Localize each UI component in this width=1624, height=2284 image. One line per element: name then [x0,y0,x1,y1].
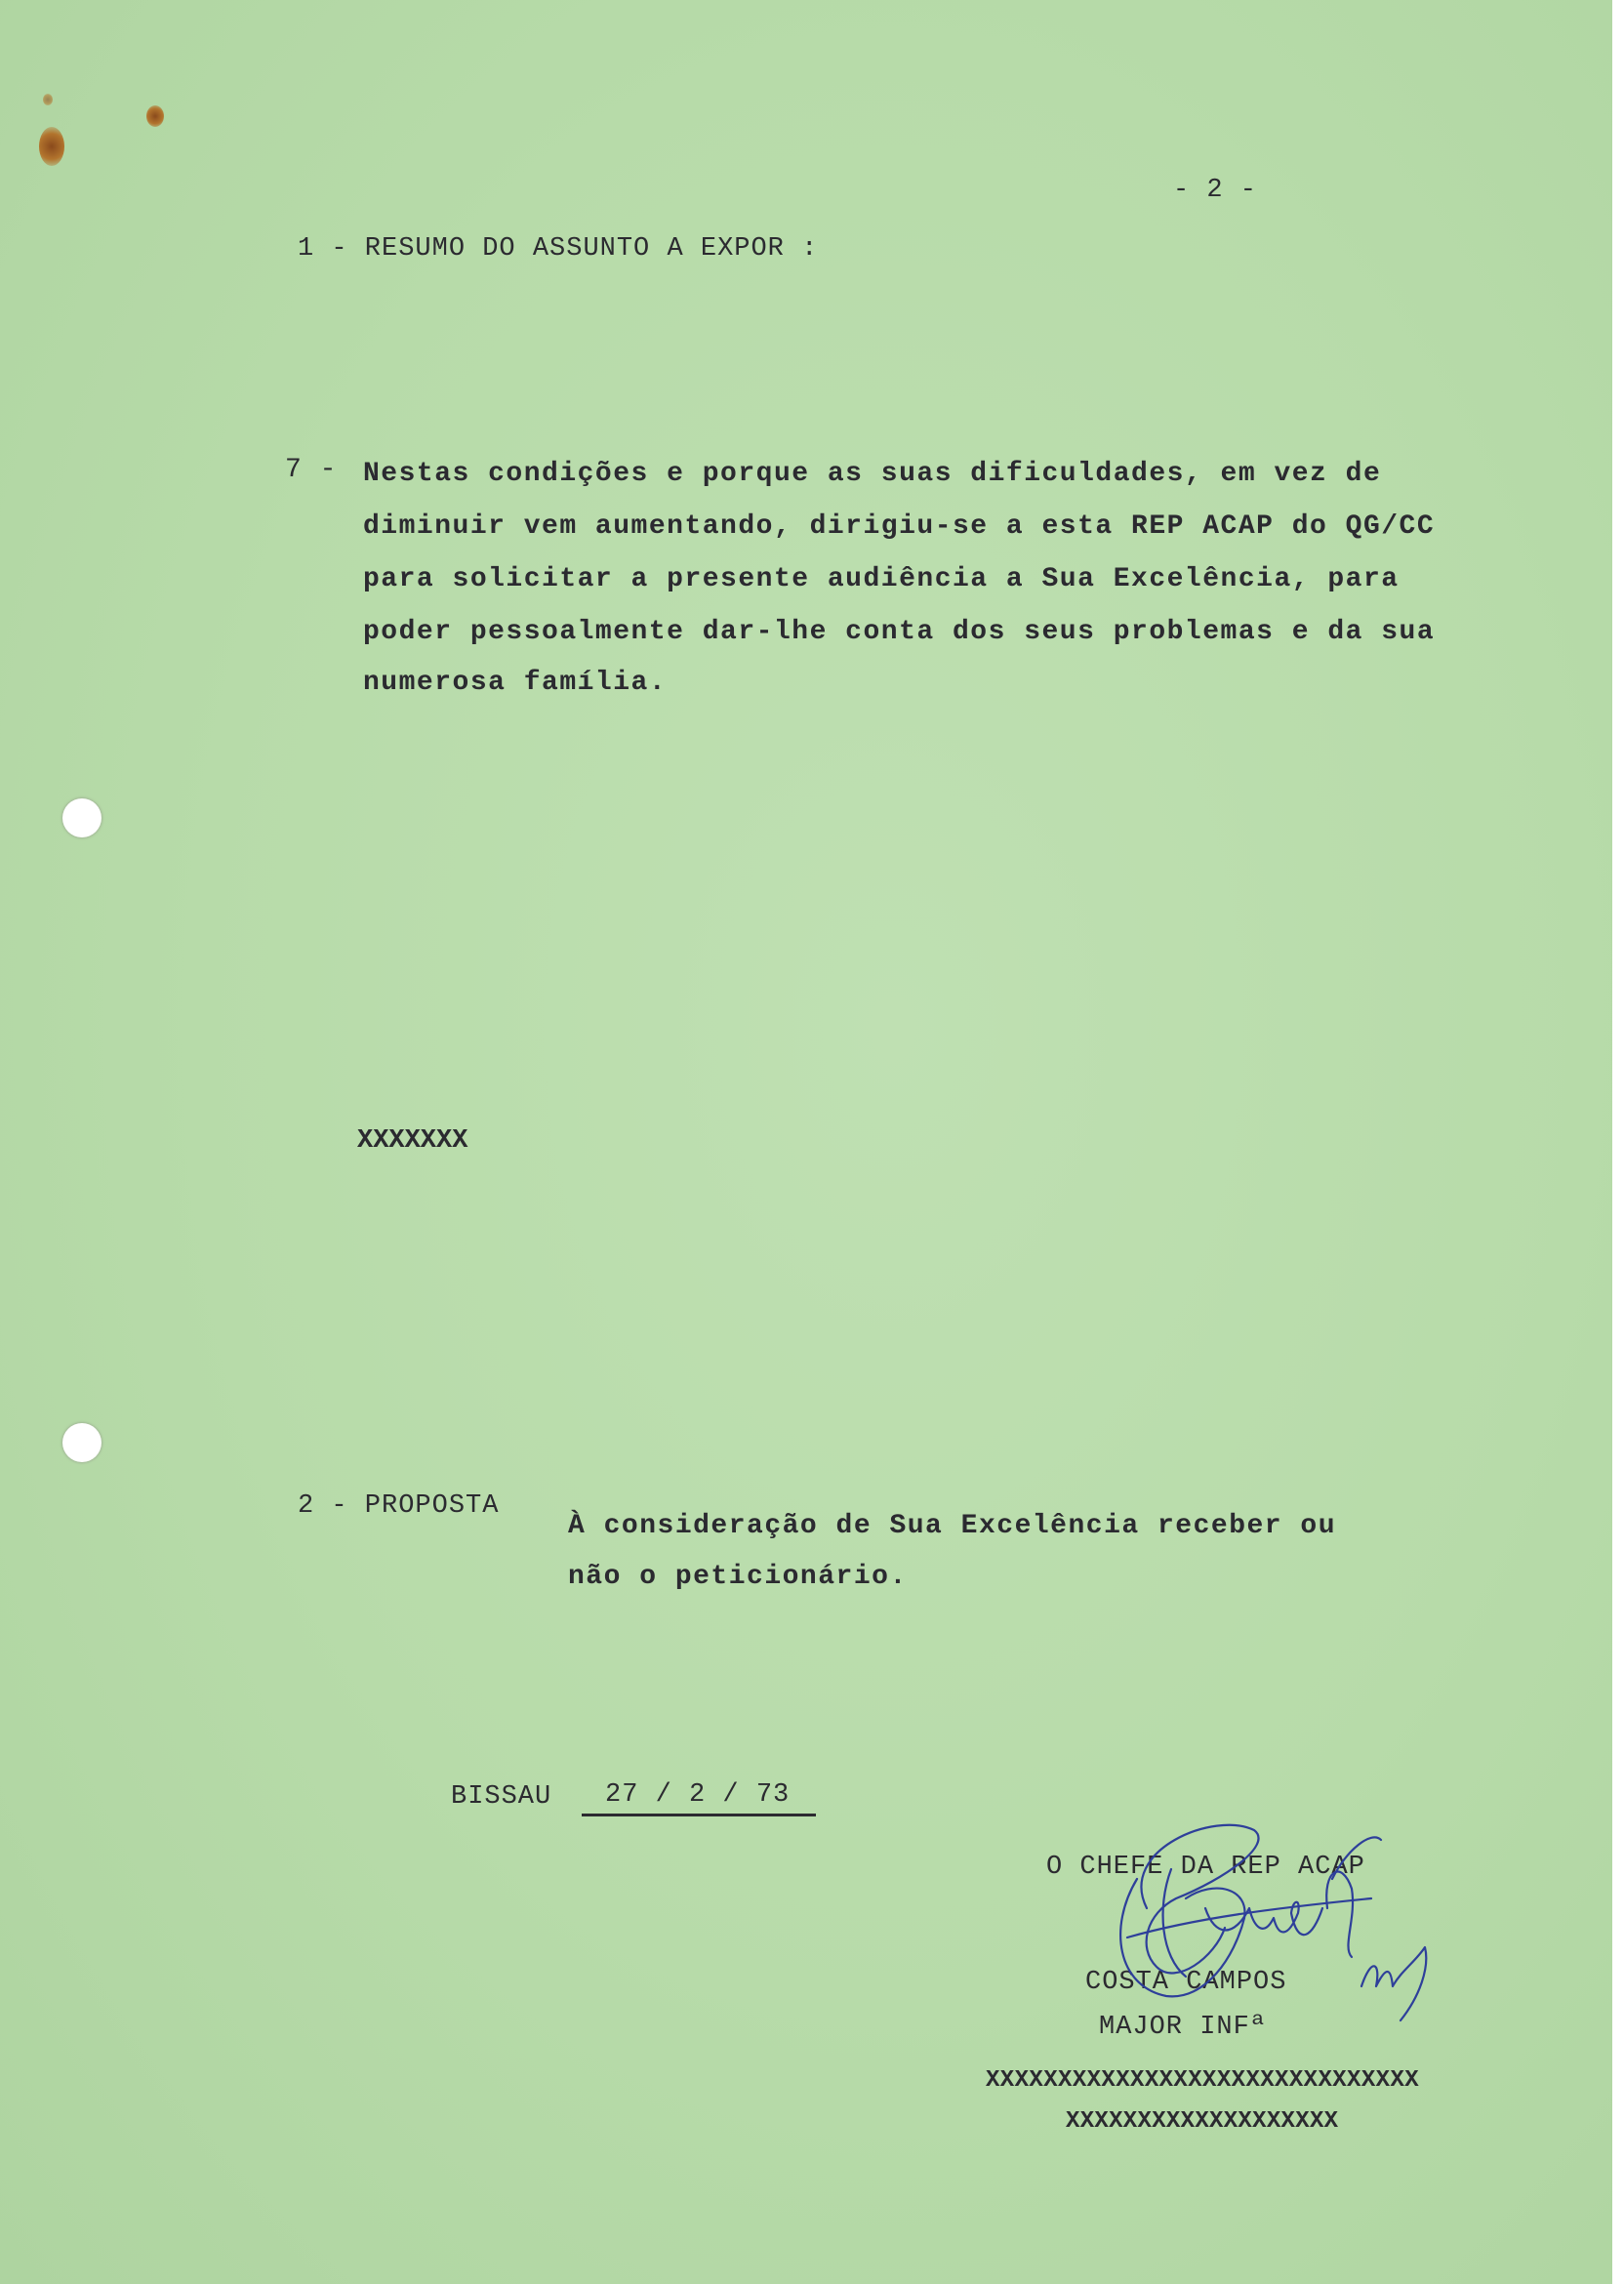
signatory-title: O CHEFE DA REP ACAP [1046,1853,1365,1882]
handwritten-signature [1078,1791,1449,2045]
proposal-line: À consideração de Sua Excelência receber ou [568,1511,1337,1541]
rust-stain [39,127,64,166]
signatory-rank: MAJOR INFª [1099,2013,1268,2042]
section-2-heading: 2 - PROPOSTA [298,1491,500,1521]
paragraph-line: diminuir vem aumentando, dirigiu-se a esta REP ACAP do QG/CC [363,511,1436,542]
paragraph-line: Nestas condições e porque as suas dificuldades, em vez de [363,459,1382,489]
struck-out-text: XXXXXXX [357,1126,468,1156]
date: 27 / 2 / 73 [605,1780,791,1810]
paragraph-line: poder pessoalmente dar-lhe conta dos seus problemas e da sua [363,617,1436,647]
page-edge [1612,0,1624,2284]
section-1-heading: 1 - RESUMO DO ASSUNTO A EXPOR : [298,234,819,264]
date-underline [582,1814,816,1816]
struck-out-line: XXXXXXXXXXXXXXXXXXX [1066,2108,1339,2135]
signatory-name: COSTA CAMPOS [1085,1968,1287,1997]
paragraph-number: 7 - [285,455,338,485]
place-name: BISSAU [451,1782,552,1812]
paragraph-line: numerosa família. [363,668,668,698]
rust-stain [43,94,53,105]
paragraph-line: para solicitar a presente audiência a Sua Excelência, para [363,564,1400,594]
struck-out-line: XXXXXXXXXXXXXXXXXXXXXXXXXXXXXX [986,2067,1420,2094]
rust-stain [146,105,164,127]
page-number: - 2 - [1173,176,1258,205]
punch-hole-bottom [62,1423,102,1462]
punch-hole-top [62,798,102,837]
proposal-line: não o peticionário. [568,1562,908,1592]
